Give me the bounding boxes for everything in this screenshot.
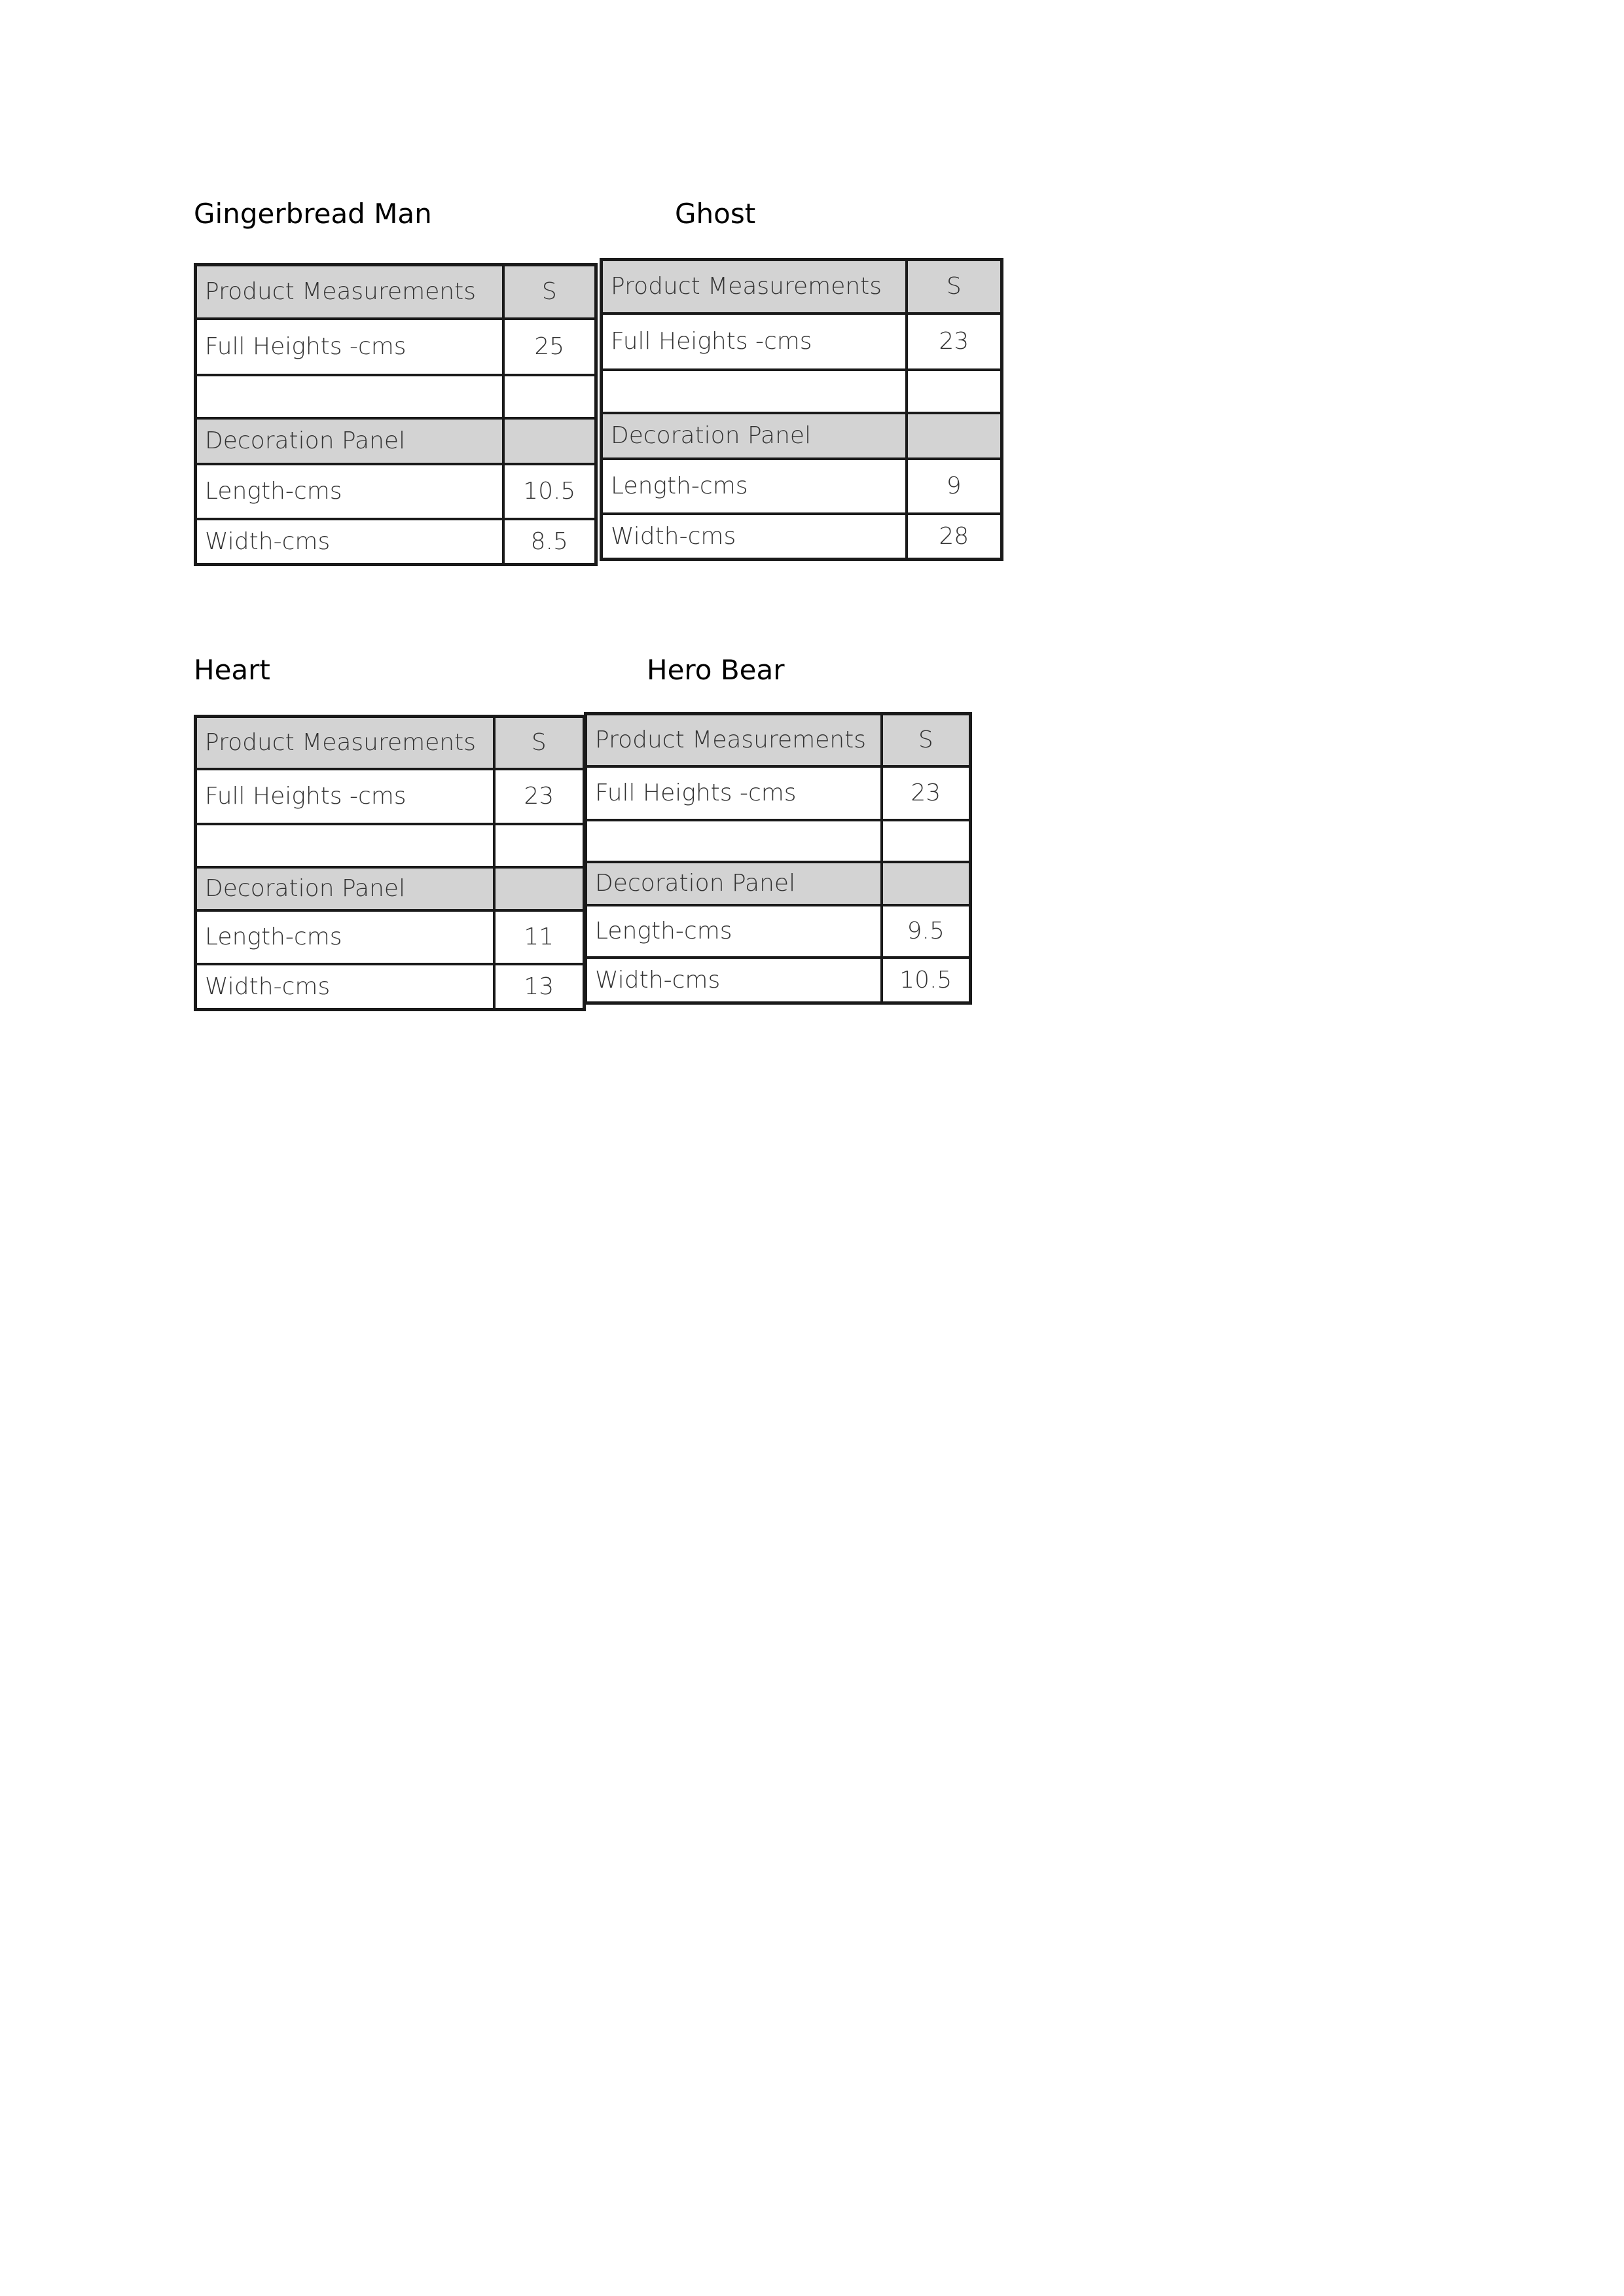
- measurements-table: [194, 715, 586, 1011]
- empty-row: [196, 824, 585, 867]
- empty-cell: [503, 375, 596, 418]
- size-label: S: [503, 265, 596, 319]
- product-title: Hero Bear: [647, 654, 785, 686]
- empty-cell: [586, 820, 882, 862]
- header-label: Product Measurements: [196, 265, 503, 319]
- product-title: Ghost: [675, 198, 756, 230]
- length-value: 9.5: [882, 905, 971, 958]
- empty-cell: [494, 867, 585, 910]
- empty-cell: [494, 824, 585, 867]
- decoration-panel-label: Decoration Panel: [602, 413, 907, 459]
- length-row: [196, 910, 585, 964]
- width-value: 13: [494, 964, 585, 1010]
- length-row: [602, 459, 1002, 514]
- decoration-panel-label: Decoration Panel: [196, 867, 494, 910]
- width-row: [196, 964, 585, 1010]
- length-label: Length-cms: [602, 459, 907, 514]
- width-row: [602, 514, 1002, 560]
- empty-row: [196, 375, 596, 418]
- full-heights-value: 23: [494, 769, 585, 824]
- decoration-panel-row: [586, 862, 971, 905]
- width-label: Width-cms: [586, 958, 882, 1003]
- full-heights-row: [196, 319, 596, 375]
- size-label: S: [907, 260, 1002, 314]
- width-value: 10.5: [882, 958, 971, 1003]
- empty-cell: [907, 370, 1002, 413]
- header-row: [196, 717, 585, 769]
- empty-row: [586, 820, 971, 862]
- size-label: S: [882, 714, 971, 766]
- measurements-table: [194, 263, 598, 566]
- decoration-panel-label: Decoration Panel: [586, 862, 882, 905]
- empty-cell: [882, 820, 971, 862]
- length-label: Length-cms: [586, 905, 882, 958]
- header-row: [196, 265, 596, 319]
- full-heights-label: Full Heights -cms: [196, 769, 494, 824]
- header-label: Product Measurements: [196, 717, 494, 769]
- empty-cell: [602, 370, 907, 413]
- width-label: Width-cms: [602, 514, 907, 560]
- width-row: [196, 519, 596, 565]
- width-value: 8.5: [503, 519, 596, 565]
- decoration-panel-row: [602, 413, 1002, 459]
- full-heights-label: Full Heights -cms: [602, 314, 907, 370]
- width-row: [586, 958, 971, 1003]
- full-heights-label: Full Heights -cms: [586, 766, 882, 820]
- full-heights-value: 23: [882, 766, 971, 820]
- decoration-panel-row: [196, 418, 596, 464]
- length-label: Length-cms: [196, 464, 503, 519]
- length-label: Length-cms: [196, 910, 494, 964]
- length-value: 10.5: [503, 464, 596, 519]
- full-heights-row: [602, 314, 1002, 370]
- product-title: Gingerbread Man: [194, 198, 432, 230]
- full-heights-value: 25: [503, 319, 596, 375]
- decoration-panel-label: Decoration Panel: [196, 418, 503, 464]
- empty-cell: [196, 824, 494, 867]
- header-row: [586, 714, 971, 766]
- measurements-table: [600, 258, 1003, 561]
- full-heights-value: 23: [907, 314, 1002, 370]
- empty-cell: [503, 418, 596, 464]
- header-label: Product Measurements: [586, 714, 882, 766]
- empty-cell: [196, 375, 503, 418]
- full-heights-row: [586, 766, 971, 820]
- product-title: Heart: [194, 654, 270, 686]
- width-label: Width-cms: [196, 964, 494, 1010]
- decoration-panel-row: [196, 867, 585, 910]
- length-row: [196, 464, 596, 519]
- measurements-table: [584, 712, 972, 1005]
- width-label: Width-cms: [196, 519, 503, 565]
- length-row: [586, 905, 971, 958]
- size-label: S: [494, 717, 585, 769]
- header-row: [602, 260, 1002, 314]
- full-heights-row: [196, 769, 585, 824]
- empty-row: [602, 370, 1002, 413]
- empty-cell: [907, 413, 1002, 459]
- header-label: Product Measurements: [602, 260, 907, 314]
- width-value: 28: [907, 514, 1002, 560]
- empty-cell: [882, 862, 971, 905]
- length-value: 9: [907, 459, 1002, 514]
- full-heights-label: Full Heights -cms: [196, 319, 503, 375]
- length-value: 11: [494, 910, 585, 964]
